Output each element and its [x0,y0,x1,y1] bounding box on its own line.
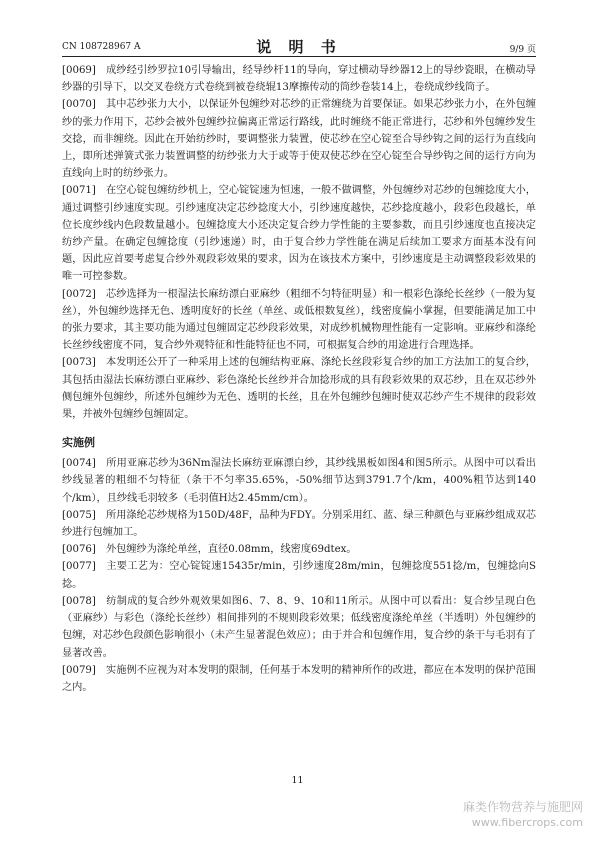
paragraph-number: [0079] [62,664,96,676]
paragraph-number: [0071] [62,185,96,197]
paragraph-text: 芯纱选择为一根湿法长麻纺漂白亚麻纱（粗细不匀特征明显）和一根彩色涤纶长丝纱（一般为复丝），外包缠纱选择无色、透明度好的长丝（单丝、或低根数复丝），线密度偏小掌握，但要能满足加工中的张力要求，其主要功能为通过包缠固定芯纱段彩效果，对成纱机械物理性能有一定影响。亚麻纱和涤纶长丝纱线密度不同，复合纱外观特征和性能特征也不同，可根据复合纱的用途进行合理选择。 [62,288,536,352]
paragraph-text: 所用亚麻芯纱为36Nm湿法长麻纺亚麻漂白纱，其纱线黑板如图4和图5所示。从图中可以看出纱线显著的粗细不匀特征（条干不匀率35.65%，-50%细节达到3791.7个/km，400%粗节达到140个/km），且纱线毛羽较多（毛羽值H达2.45mm/cm）。 [62,458,536,504]
paragraph [62,455,536,507]
paragraph [62,558,536,592]
paragraph-number: [0077] [62,561,96,573]
paragraph-number: [0075] [62,509,96,521]
paragraph-number: [0069] [62,65,96,76]
watermark-name: 麻类作物营养与施肥网 [462,800,583,814]
paragraph-group-bottom [62,455,536,696]
paragraph [62,182,536,285]
section-heading: 实施例 [62,436,95,450]
publication-number: CN 108728967 A [62,42,141,52]
paragraph-text: 在空心锭包缠纺纱机上，空心锭锭速为恒速，一般不做调整，外包缠纱对芯纱的包缠捻度大小，通过调整引纱速度实现。引纱速度决定芯纱捻度大小，引纱速度越快，芯纱捻度越小，段彩色段越长，单位长度纱线内色段数量越小。包缠捻度大小还决定复合纱力学性能的主要参数，而且引纱速度也直接决定纺纱产量。在确定包缠捻度（引纱速递）时，由于复合纱力学性能在满足后续加工要求方面基本没有问题，因此应首要考虑复合纱外观段彩效果的要求，因为在该技术方案中，引纱速度是主动调整段彩效果的唯一可控参数。 [62,185,536,283]
paragraph-text: 实施例不应视为对本发明的限制，任何基于本发明的精神所作的改进，都应在本发明的保护范围之内。 [62,664,536,693]
paragraph-text: 主要工艺为：空心锭锭速15435r/min，引纱速度28m/min，包缠捻度551捻/m，包缠捻向S捻。 [62,561,536,590]
page-number: 11 [291,775,304,786]
paragraph [62,593,536,662]
watermark-url: www.fibercrops.com [471,816,583,829]
paragraph-text: 其中芯纱张力大小，以保证外包缠纱对芯纱的正常缠绕为首要保证。如果芯纱张力小，在外包缠纱的张力作用下，芯纱会被外包缠纱拉偏离正常运行路线，此时缠绕不能正常进行，芯纱和外包缠纱发生交捻，而非缠绕。因此在开始纺纱时，要调整张力装置，使芯纱在空心锭至合导纱钩之间的运行为直线向上，即所述弹簧式张力装置调整的纺纱张力大于或等于使双使芯纱在空心锭至合导纱钩之间的运行方向为直线向上时的纺纱张力。 [62,99,536,180]
paragraph [62,286,536,355]
paragraph-number: [0070] [62,99,96,111]
document-title: 说 明 书 [256,38,342,56]
paragraph-number: [0074] [62,458,96,470]
paragraph-text: 外包缠纱为涤纶单丝，直径0.08mm，线密度69dtex。 [106,544,357,556]
paragraph-number: [0078] [62,595,96,607]
paragraph-number: [0073] [62,357,96,369]
paragraph [62,507,536,541]
paragraph [62,354,536,423]
site-watermark [463,800,583,830]
page-info: 9/9 页 [509,45,536,55]
paragraph-group-top [62,62,536,423]
paragraph [62,662,536,696]
paragraph-text: 所用涤纶芯纱规格为150D/48F，品种为FDY。分别采用红、蓝、绿三种颜色与亚麻纱组成双芯纱进行包缠加工。 [62,509,536,539]
page-body [62,62,536,696]
paragraph-number: [0072] [62,288,96,300]
paragraph-text: 成纱经引纱罗拉10引导输出，经导纱杆11的导向，穿过横动导纱器12上的导纱瓷眼，在横动导纱器的引导下，以交叉卷绕方式卷绕到被卷绕辊13摩擦传动的筒纱卷装14上，卷绕成纱线筒子。 [62,65,536,94]
paragraph [62,96,536,182]
paragraph-text: 纺制成的复合纱外观效果如图6、7、8、9、10和11所示。从图中可以看出：复合纱呈现白色（亚麻纱）与彩色（涤纶长丝纱）相间排列的不规则段彩效果；低线密度涤纶单丝（半透明）外包缠纱的包缠，对芯纱色段颜色影响很小（未产生显著混色效应）；由于并合和包缠作用，复合纱的条干与毛羽有了显著改善。 [62,595,536,659]
paragraph [62,541,536,558]
paragraph-text: 本发明还公开了一种采用上述的包缠结构亚麻、涤纶长丝段彩复合纱的加工方法加工的复合纱，其包括由湿法长麻纺漂白亚麻纱、彩色涤纶长丝纱并合加捻形成的具有段彩效果的双芯纱，且在双芯纱外侧包缠外包缠纱，所述外包缠纱为无色、透明的长丝，且在外包缠纱包缠时使双芯纱产生不规律的段彩效果，并被外包缠纱包缠固定。 [62,357,536,421]
page-header [62,36,536,57]
paragraph [62,62,536,96]
paragraph-number: [0076] [62,544,96,556]
